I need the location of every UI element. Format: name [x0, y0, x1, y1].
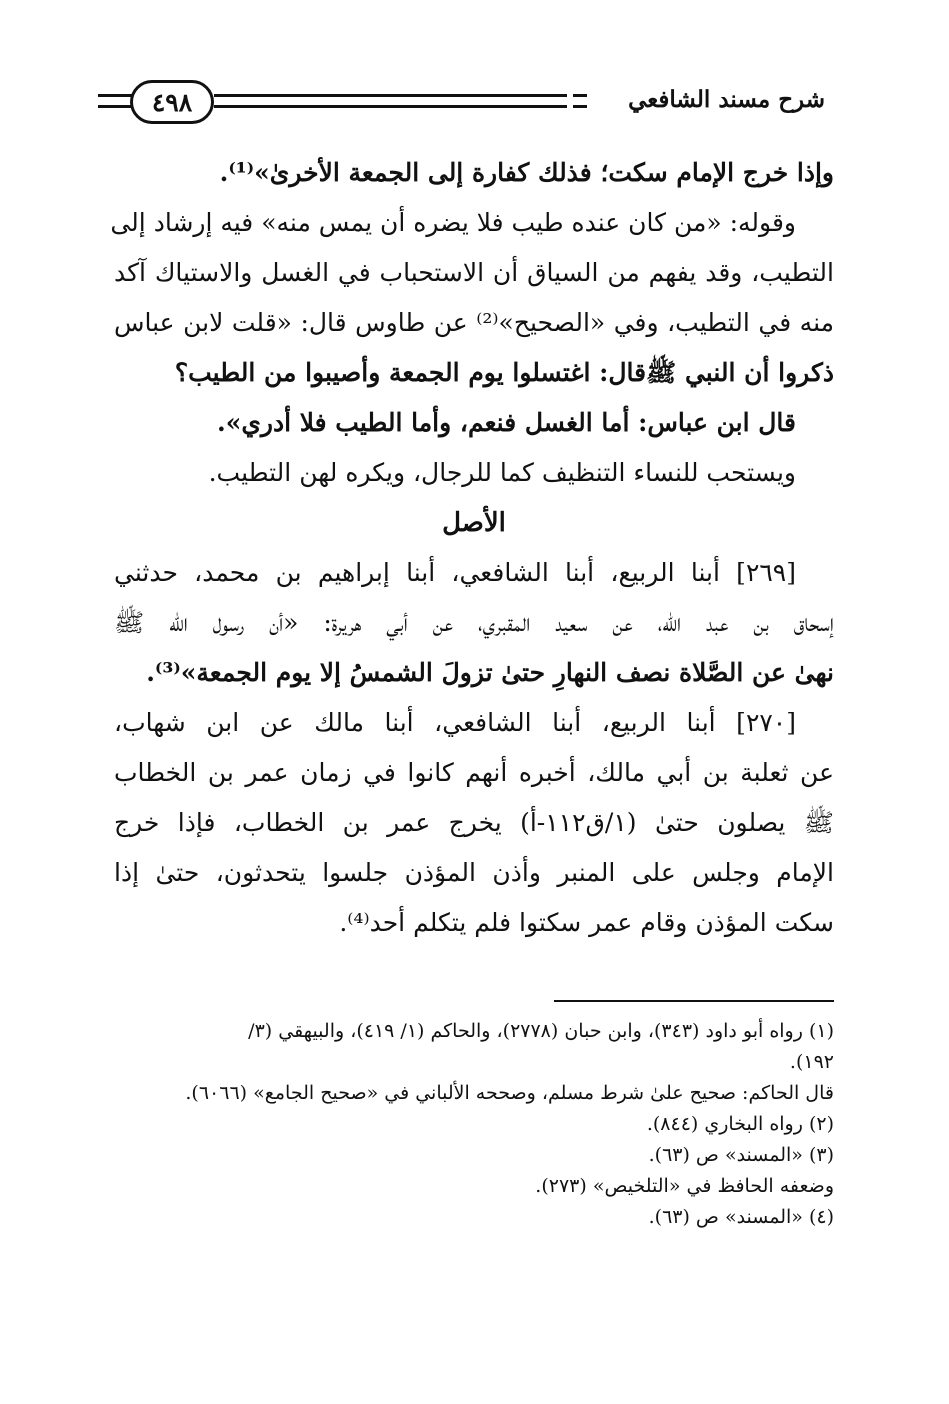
header-rule-end: [98, 94, 134, 108]
footnote-line: قال الحاكم: صحيح علىٰ شرط مسلم، وصححه الألباني في «صحيح الجامع» (٦٠٦٦).: [185, 1082, 834, 1104]
body-line: منه في التطيب، وفي «الصحيح»⁽²⁾ عن طاوس قال: «قلت لابن عباس: [114, 308, 835, 337]
body-line: قال ابن عباس: أما الغسل فنعم، وأما الطيب فلا أدري».: [216, 408, 796, 437]
footnote-separator: [554, 1000, 834, 1002]
body-line: التطيب، وقد يفهم من السياق أن الاستحباب في الغسل والاستياك آكد: [114, 258, 834, 287]
body-line: الإمام وجلس على المنبر وأذن المؤذن جلسوا يتحدثون، حتىٰ إذا: [114, 858, 834, 887]
page-number: ٤٩٨: [151, 87, 193, 117]
body-line: [٢٧٠] أبنا الربيع، أبنا الشافعي، أبنا مالك عن ابن شهاب،: [114, 708, 796, 737]
footnotes: [114, 1016, 834, 1233]
running-header: [110, 80, 825, 128]
body-line: ويستحب للنساء التنظيف كما للرجال، ويكره لهن التطيب.: [208, 458, 796, 487]
footnote-line: (١) رواه أبو داود (٣٤٣)، وابن حبان (٢٧٧٨)، والحاكم (١/ ٤١٩)، والبيهقي (٣/: [248, 1020, 834, 1042]
header-title: شرح مسند الشافعي: [628, 86, 825, 113]
footnote-line: (٣) «المسند» ص (٦٣).: [648, 1144, 834, 1166]
footnote-line: وضعفه الحافظ في «التلخيص» (٢٧٣).: [535, 1175, 834, 1197]
header-rule: [214, 94, 567, 108]
body-line: إسحاق بن عبد الله، عن سعيد المقبري، عن أبي هريرة: «أن رسول الله ﷺ: [114, 608, 834, 637]
body-text: [110, 148, 835, 948]
body-line: ﷺ يصلون حتىٰ (١/ق١١٢-أ) يخرج عمر بن الخطاب، فإذا خرج: [114, 808, 834, 837]
page-number-badge: [130, 80, 214, 124]
header-rule-short: [573, 94, 587, 108]
footnote-line: (٤) «المسند» ص (٦٣).: [648, 1206, 834, 1228]
body-line: سكت المؤذن وقام عمر سكتوا فلم يتكلم أحد⁽⁴⁾.: [339, 908, 834, 937]
footnote-line: ١٩٢).: [789, 1051, 834, 1073]
body-line: وقوله: «من كان عنده طيب فلا يضره أن يمس منه» فيه إرشاد إلى: [110, 208, 796, 237]
body-line: عن ثعلبة بن أبي مالك، أخبره أنهم كانوا في زمان عمر بن الخطاب: [114, 758, 834, 787]
section-heading: الأصل: [442, 508, 506, 538]
body-line: وإذا خرج الإمام سكت؛ فذلك كفارة إلى الجمعة الأخرىٰ»⁽¹⁾.: [219, 158, 834, 187]
body-line: ذكروا أن النبي ﷺقال: اغتسلوا يوم الجمعة وأصيبوا من الطيب؟: [174, 358, 834, 387]
footnote-line: (٢) رواه البخاري (٨٤٤).: [646, 1113, 834, 1135]
body-line: نهىٰ عن الصَّلاة نصف النهارِ حتىٰ تزولَ الشمسُ إلا يوم الجمعة»⁽³⁾.: [146, 658, 834, 687]
body-line: [٢٦٩] أبنا الربيع، أبنا الشافعي، أبنا إبراهيم بن محمد، حدثني: [114, 558, 796, 587]
